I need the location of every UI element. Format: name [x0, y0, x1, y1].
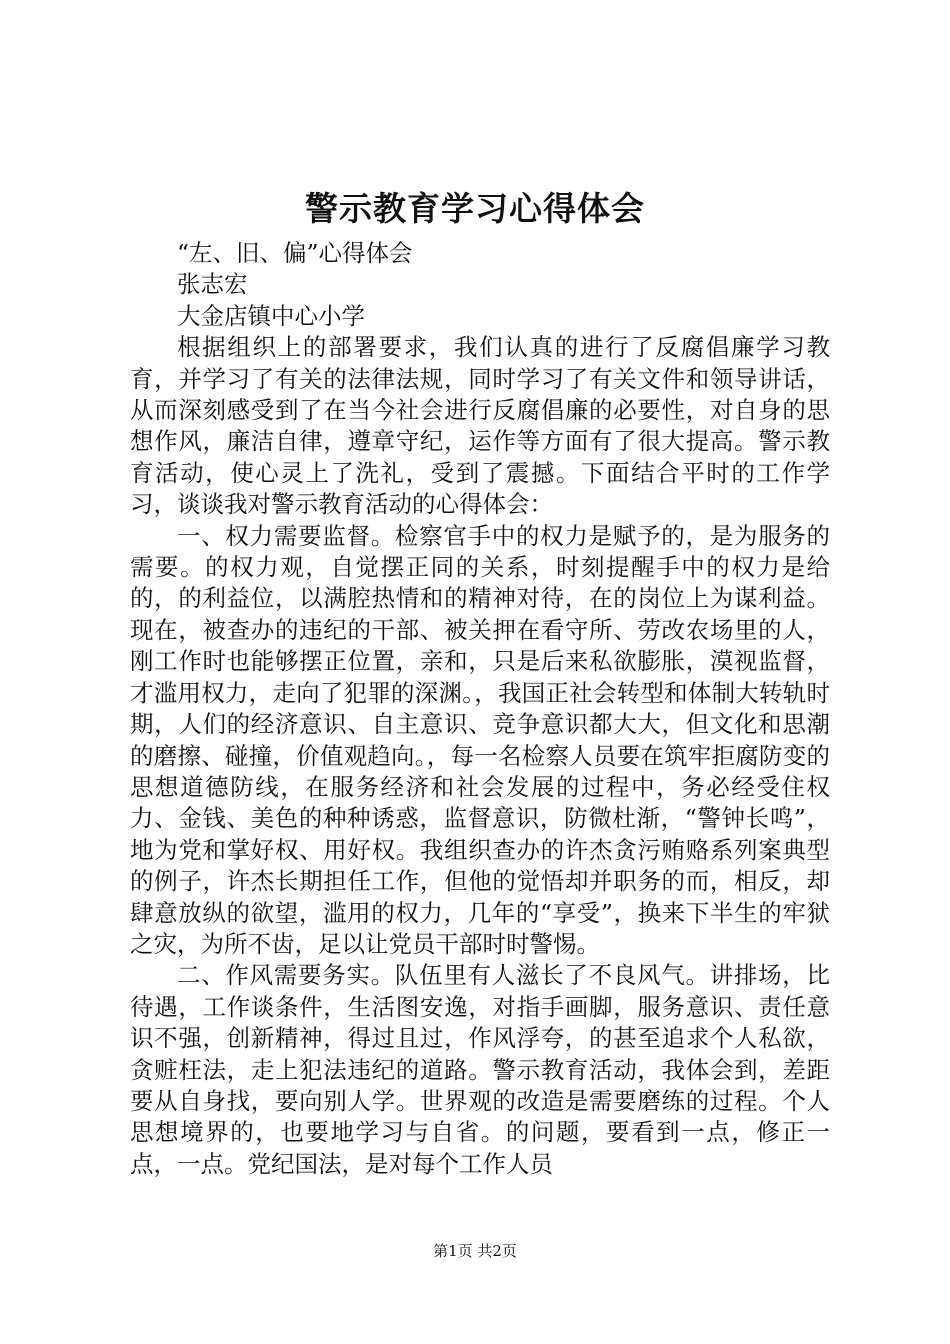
document-title: 警示教育学习心得体会 [305, 189, 645, 228]
organization-line: 大金店镇中心小学 [177, 301, 365, 330]
body-paragraph: 二、作风需要务实。队伍里有人滋长了不良风气。讲排场，比待遇，工作谈条件，生活图安逸，对指手画脚，服务意识、责任意识不强，创新精神，得过且过，作风浮夸，的甚至追求个人私欲，贪赃枉法，走上犯法违纪的道路。警示教育活动，我体会到，差距要从自身找，要向别人学。世界观的改造是需要磨练的过程。个人思想境界的，也要地学习与自省。的问题，要看到一点，修正一点，一点。党纪国法，是对每个工作人员 [130, 961, 830, 1178]
author-line: 张志宏 [177, 270, 248, 299]
document-body [130, 238, 830, 1180]
body-paragraph: 根据组织上的部署要求，我们认真的进行了反腐倡廉学习教育，并学习了有关的法律法规，同时学习了有关文件和领导讲话，从而深刻感受到了在当今社会进行反腐倡廉的必要性，对自身的思想作风，廉洁自律，遵章守纪，运作等方面有了很大提高。警示教育活动，使心灵上了洗礼，受到了震撼。下面结合平时的工作学习，谈谈我对警示教育活动的心得体会： [130, 333, 830, 519]
page-footer: 第1页 共2页 [433, 1242, 517, 1260]
subtitle-line: “左、旧、偏”心得体会 [177, 239, 413, 267]
body-paragraph: 一、权力需要监督。检察官手中的权力是赋予的，是为服务的需要。的权力观，自觉摆正同的关系，时刻提醒手中的权力是给的，的利益位，以满腔热情和的精神对待，在的岗位上为谋利益。现在，被查办的违纪的干部、被关押在看守所、劳改农场里的人，刚工作时也能够摆正位置，亲和，只是后来私欲膨胀，漠视监督，才滥用权力，走向了犯罪的深渊。，我国正社会转型和体制大转轨时期，人们的经济意识、自主意识、竞争意识都大大，但文化和思潮的磨擦、碰撞，价值观趋向。，每一名检察人员要在筑牢拒腐防变的思想道德防线，在服务经济和社会发展的过程中，务必经受住权力、金钱、美色的种种诱惑，监督意识，防微杜渐，“警钟长鸣”，地为党和掌好权、用好权。我组织查办的许杰贪污贿赂系列案典型的例子，许杰长期担任工作，但他的觉悟却并职务的而，相反，却肆意放纵的欲望，滥用的权力，几年的“享受”，换来下半生的牢狱之灾，为所不齿，足以让党员干部时时警惕。 [130, 521, 830, 958]
